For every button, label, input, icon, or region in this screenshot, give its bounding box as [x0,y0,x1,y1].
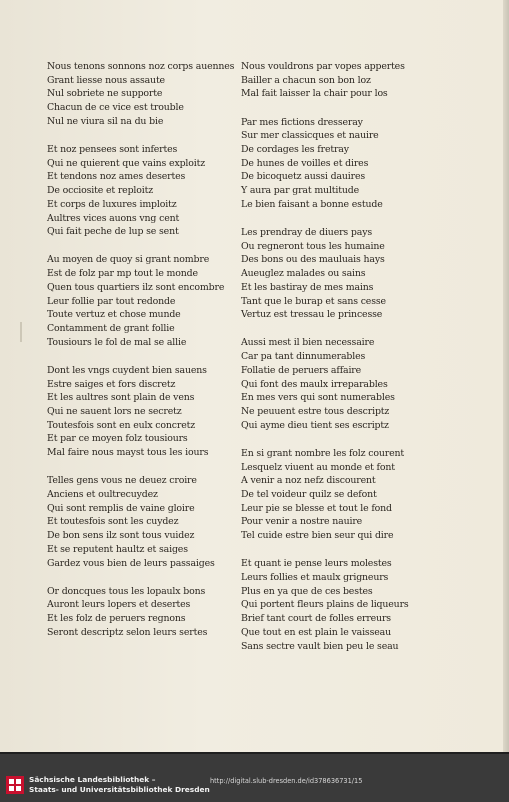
verse-stanza [241,336,451,432]
verse-line: Qui sont remplis de vaine gloire [47,502,195,514]
verse-line: Mal fait laisser la chair pour los [241,88,388,100]
verse-line: Chacun de ce vice est trouble [47,102,184,114]
verse-line: Qui ne sauent lors ne secretz [47,405,182,417]
verse-stanza [47,253,257,349]
verse-line: Et corps de luxures imploitz [47,198,177,210]
verse-line: Auront leurs lopers et desertes [47,599,191,611]
verse-line: Et quant ie pense leurs molestes [241,558,392,570]
verse-line: Et tendons noz ames desertes [47,171,186,183]
permalink-url[interactable]: http://digital.slub-dresden.de/id378636731/15 [210,777,363,785]
verse-line: Toute vertuz et chose munde [47,309,181,321]
verse-line: Seront descriptz selon leurs sertes [47,626,208,638]
left-text-column [47,60,257,654]
verse-line: Qui font des maulx irreparables [241,378,388,390]
verse-line: Nul ne viura sil na du bie [47,115,164,127]
verse-stanza [241,447,451,543]
verse-line: Grant liesse nous assaute [47,74,165,86]
verse-line: Au moyen de quoy si grant nombre [47,254,210,266]
verse-line: A venir a noz nefz discourent [241,475,376,487]
verse-line: Que tout en est plain le vaisseau [241,626,391,638]
verse-line: Tousiours le fol de mal se allie [47,336,187,348]
verse-line: Or doncques tous les lopaulx bons [47,585,206,597]
verse-line: Et toutesfois sont les cuydez [47,516,179,528]
verse-line: Quen tous quartiers ilz sont encombre [47,281,225,293]
verse-line: Dont les vngs cuydent bien sauens [47,364,207,376]
verse-line: De tel voideur quilz se defont [241,488,377,500]
verse-line: De occiosite et reploitz [47,185,154,197]
verse-line: Les prendray de diuers pays [241,227,373,239]
verse-line: Leur pie se blesse et tout le fond [241,502,392,514]
verse-line: Et les aultres sont plain de vens [47,392,195,404]
verse-line: Bailler a chacun son bon loz [241,74,371,86]
verse-stanza [241,116,451,212]
verse-line: Brief tant court de folles erreurs [241,613,391,625]
verse-line: Pour venir a nostre nauire [241,516,363,528]
verse-line: Aueuglez malades ou sains [241,268,366,280]
verse-line: Aussi mest il bien necessaire [241,337,375,349]
verse-stanza [241,60,451,101]
verse-line: Y aura par grat multitude [241,185,360,197]
verse-line: Des bons ou des mauluais hays [241,254,385,266]
verse-line: Plus en ya que de ces bestes [241,585,373,597]
verse-line: De bon sens ilz sont tous vuidez [47,530,195,542]
verse-stanza [47,474,257,570]
page-edge [503,0,509,752]
verse-line: Ou regneront tous les humaine [241,240,385,252]
verse-line: Par mes fictions dresseray [241,116,363,128]
verse-line: Follatie de peruers affaire [241,364,362,376]
verse-line: De hunes de voilles et dires [241,157,369,169]
verse-line: Contamment de grant follie [47,322,175,334]
verse-line: Nous tenons sonnons noz corps auennes [47,61,235,72]
slub-logo-icon [6,776,24,794]
verse-line: Leurs follies et maulx grigneurs [241,572,389,583]
institution-name-line2: Staats- und Universitätsbibliothek Dresden [29,785,210,794]
verse-line: Lesquelz viuent au monde et font [241,461,395,473]
verse-stanza [47,143,257,239]
verse-line: Tant que le burap et sans cesse [241,295,386,307]
verse-line: Gardez vous bien de leurs passaiges [47,557,215,569]
verse-line: Vertuz est tressau le princesse [241,309,383,321]
verse-line: En si grant nombre les folz courent [241,447,404,459]
margin-mark [20,322,22,342]
verse-line: Qui ayme dieu tient ses escriptz [241,419,389,431]
verse-line: Et les bastiray de mes mains [241,281,374,293]
verse-line: Car pa tant dinnumerables [241,351,366,363]
verse-line: Qui fait peche de lup se sent [47,226,179,238]
verse-line: En mes vers qui sont numerables [241,392,395,404]
verse-line: Estre saiges et fors discretz [47,378,176,390]
verse-line: Ne peuuent estre tous descriptz [241,405,390,417]
verse-line: Nous vouldrons par vopes appertes [241,61,405,72]
verse-line: Tel cuide estre bien seur qui dire [241,530,394,542]
verse-stanza [241,557,451,653]
verse-line: Et se reputent haultz et saiges [47,543,188,555]
verse-line: Sur mer classicques et nauire [241,130,379,142]
verse-line: Est de folz par mp tout le monde [47,268,198,280]
verse-line: Qui portent fleurs plains de liqueurs [241,599,409,611]
verse-line: Le bien faisant a bonne estude [241,198,383,210]
verse-stanza [241,226,451,322]
verse-line: Sans sectre vault bien peu le seau [241,640,399,652]
verse-line: Mal faire nous mayst tous les iours [47,447,209,459]
institution-name-line1: Sächsische Landesbibliothek – [29,775,156,784]
verse-line: Et par ce moyen folz tousiours [47,433,188,445]
verse-line: Anciens et oultrecuydez [47,488,158,500]
verse-line: Aultres vices auons vng cent [47,212,180,224]
verse-line: Leur follie par tout redonde [47,295,176,307]
verse-line: Toutesfois sont en eulx concretz [47,419,196,431]
verse-line: Et les folz de peruers regnons [47,613,186,625]
verse-line: Qui ne quierent que vains exploitz [47,157,206,169]
verse-stanza [47,364,257,460]
verse-stanza [47,585,257,640]
verse-line: Nul sobriete ne supporte [47,88,163,100]
verse-stanza [47,60,257,129]
right-text-column [241,60,451,668]
verse-line: De bicoquetz aussi dauires [241,171,366,183]
verse-line: Telles gens vous ne deuez croire [47,475,197,487]
verse-line: De cordages les fretray [241,144,349,156]
verse-line: Et noz pensees sont infertes [47,144,178,156]
